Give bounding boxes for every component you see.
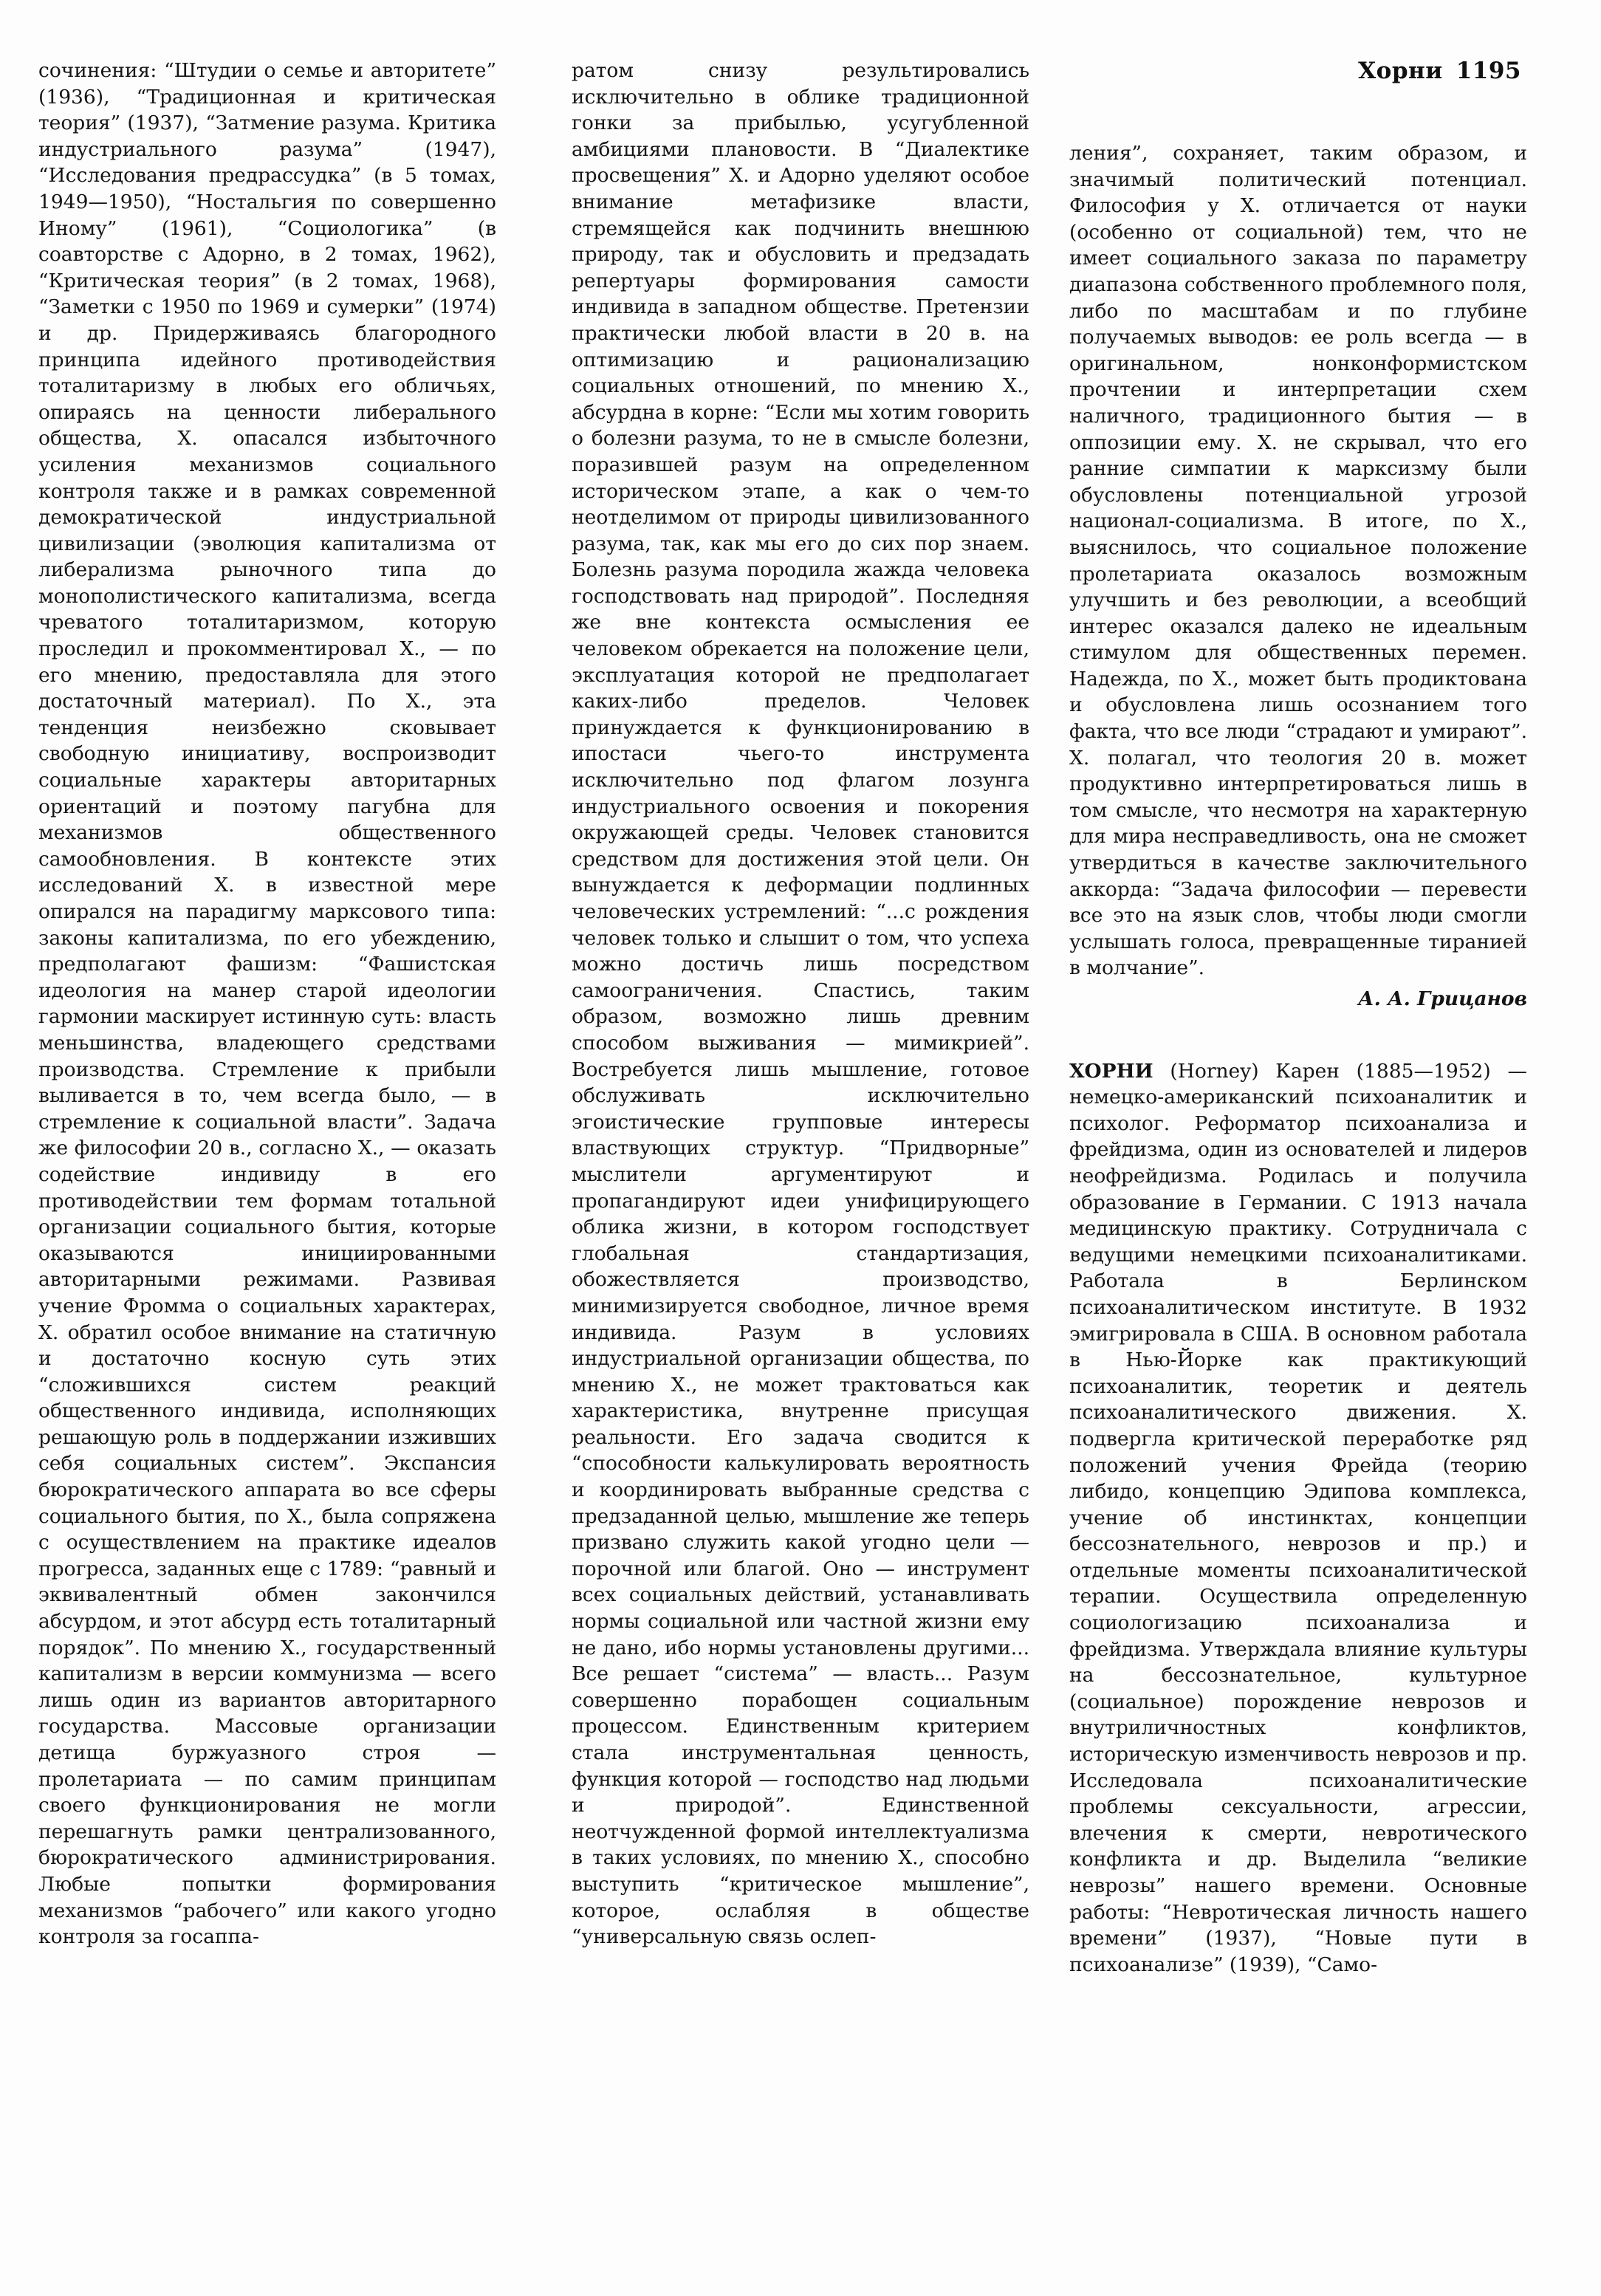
- column-3-text: ления”, сохраняет, таким образом, и значимый политический потенциал. Философия у Х. отличается от науки (особенно от социальной) тем, что не имеет социального заказа по параметру диапазона собственного проблемного поля, либо по масштабам и по глубине получаемых выводов: ее роль всегда — в оригинальном, нонконформистском прочтении и интерпретации схем наличного, традиционного бытия — в оппозиции ему. Х. не скрывал, что его ранние симпатии к марксизму были обусловлены потенциальной угрозой национал-социализма. В итоге, по Х., выяснилось, что социальное положение пролетариата оказалось возможным улучшить и без революции, а всеобщий интерес оказался далеко не идеальным стимулом для общественных перемен. Надежда, по Х., может быть продиктована и обусловлена лишь осознанием того факта, что все люди “страдают и умирают”. Х. полагал, что теология 20 в. может продуктивно интерпретироваться лишь в том смысле, что несмотря на характерную для мира несправедливость, она не сможет утвердиться в качестве заключительного аккорда: “Задача философии — перевести все это на язык слов, чтобы люди смогли услышать голоса, превращенные тиранией в молчание”.: [1069, 142, 1527, 980]
- horney-entry: [1069, 1058, 1527, 1978]
- column-1-text: сочинения: “Штудии о семье и авторитете” (1936), “Традиционная и критическая теория” (1937), “Затмение разума. Критика индустриального разума” (1947), “Исследования предрассудка” (в 5 томах, 1949—1950), “Ностальгия по совершенно Иному” (1961), “Социологика” (в соавторстве с Адорно, в 2 томах, 1962), “Критическая теория” (в 2 томах, 1968), “Заметки с 1950 по 1969 и сумерки” (1974) и др. Придерживаясь благородного принципа идейного противодействия тоталитаризму в любых его обличьях, опираясь на ценности либерального общества, Х. опасался избыточного усиления механизмов социального контроля также и в рамках современной демократической индустриальной цивилизации (эволюция капитализма от либерализма рыночного типа до монополистического капитализма, всегда чреватого тоталитаризмом, которую проследил и прокомментировал Х., — по его мнению, предоставляла для этого достаточный материал). По Х., эта тенденция неизбежно сковывает свободную инициативу, воспроизводит социальные характеры авторитарных ориентаций и поэтому пагубна для механизмов общественного самообновления. В контексте этих исследований Х. в известной мере опирался на парадигму марксового типа: законы капитализма, по его убеждению, предполагают фашизм: “Фашистская идеология на манер старой идеологии гармонии маскирует истинную суть: власть меньшинства, владеющего средствами производства. Стремление к прибыли выливается в то, чем всегда было, — в стремление к социальной власти”. Задача же философии 20 в., согласно Х., — оказать содействие индивиду в его противодействии тем формам тотальной организации социального бытия, которые оказываются инициированными авторитарными режимами. Развивая учение Фромма о социальных характерах, Х. обратил особое внимание на статичную и достаточно косную суть этих “сложившихся систем реакций общественного индивида, исполняющих решающую роль в поддержании изживших себя социальных систем”. Экспансия бюрократического аппарата во все сферы социального бытия, по Х., была сопряжена с осуществлением на практике идеалов прогресса, заданных еще с 1789: “равный и эквивалентный обмен закончился абсурдом, и этот абсурд есть тоталитарный порядок”. По мнению Х., государственный капитализм в версии коммунизма — всего лишь один из вариантов авторитарного государства. Массовые организации детища буржуазного строя — пролетариата — по самим принципам своего функционирования не могли перешагнуть рамки централизованного, бюрократического администрирования. Любые попытки формирования механизмов “рабочего” или какого угодно контроля за госаппа-: [38, 59, 496, 1949]
- entry-headword: ХОРНИ: [1069, 1059, 1153, 1083]
- running-head-title: Хорни: [1358, 58, 1443, 84]
- page-number: 1195: [1456, 58, 1521, 84]
- column-2-text: ратом снизу результировались исключительно в облике традиционной гонки за прибылью, усугубленной амбициями плановости. В “Диалектике просвещения” Х. и Адорно уделяют особое внимание метафизике власти, стремящейся как подчинить внешнюю природу, так и обусловить и предзадать репертуары формирования самости индивида в западном обществе. Претензии практически любой власти в 20 в. на оптимизацию и рационализацию социальных отношений, по мнению Х., абсурдна в корне: “Если мы хотим говорить о болезни разума, то не в смысле болезни, поразившей разум на определенном историческом этапе, а как о чем-то неотделимом от природы цивилизованного разума, так, как мы его до сих пор знаем. Болезнь разума породила жажда человека господствовать над природой”. Последняя же вне контекста осмысления ее человеком обрекается на положение цели, эксплуатация которой не предполагает каких-либо пределов. Человек принуждается к функционированию в ипостаси чьего-то инструмента исключительно под флагом лозунга индустриального освоения и покорения окружающей среды. Человек становится средством для достижения этой цели. Он вынуждается к деформации подлинных человеческих устремлений: “...с рождения человек только и слышит о том, что успеха можно достичь лишь посредством самоограничения. Спастись, таким образом, возможно лишь древним способом выживания — мимикрией”. Востребуется лишь мышление, готовое обслуживать исключительно эгоистические групповые интересы властвующих структур. “Придворные” мыслители аргументируют и пропагандируют идеи унифицирующего облика жизни, в котором господствует глобальная стандартизация, обожествляется производство, минимизируется свободное, личное время индивида. Разум в условиях индустриальной организации общества, по мнению Х., не может трактоваться как характеристика, внутренне присущая реальности. Его задача сводится к “способности калькулировать вероятность и координировать выбранные средства с предзаданной целью, мышление же теперь призвано служить какой угодно цели — порочной или благой. Оно — инструмент всех социальных действий, устанавливать нормы социальной или частной жизни ему не дано, ибо нормы установлены другими... Все решает “система” — власть... Разум совершенно порабощен социальным процессом. Единственным критерием стала инструментальная ценность, функция которой — господство над людьми и природой”. Единственной неотчужденной формой интеллектуализма в таких условиях, по мнению Х., способно выступить “критическое мышление”, которое, ослабляя в обществе “универсальную связь ослеп-: [572, 59, 1029, 1949]
- entry-body: (Horney) Карен (1885—1952) — немецко-американский психоаналитик и психолог. Реформатор психоанализа и фрейдизма, один из основателей и лидеров неофрейдизма. Родилась и получила образование в Германии. С 1913 начала медицинскую практику. Сотрудничала с ведущими немецкими психоаналитиками. Работала в Берлинском психоаналитическом институте. В 1932 эмигрировала в США. В основном работала в Нью-Йорке как практикующий психоаналитик, теоретик и деятель психоаналитического движения. Х. подвергла критической переработке ряд положений учения Фрейда (теорию либидо, концепцию Эдипова комплекса, учение об инстинктах, концепции бессознательного, неврозов и пр.) и отдельные моменты психоаналитической терапии. Осуществила определенную социологизацию психоанализа и фрейдизма. Утверждала влияние культуры на бессознательное, культурное (социальное) порождение неврозов и внутриличностных конфликтов, историческую изменчивость неврозов и пр. Исследовала психоаналитические проблемы сексуальности, агрессии, влечения к смерти, невротического конфликта и др. Выделила “великие неврозы” нашего времени. Основные работы: “Невротическая личность нашего времени” (1937), “Новые пути в психоанализе” (1939), “Само-: [1069, 1059, 1527, 1976]
- text-column-3: [1069, 140, 1527, 1978]
- running-head: [1358, 58, 1521, 84]
- author-signature: А. А. Грицанов: [1357, 987, 1527, 1010]
- text-column-2: [572, 58, 1029, 1950]
- text-column-1: [38, 58, 496, 1950]
